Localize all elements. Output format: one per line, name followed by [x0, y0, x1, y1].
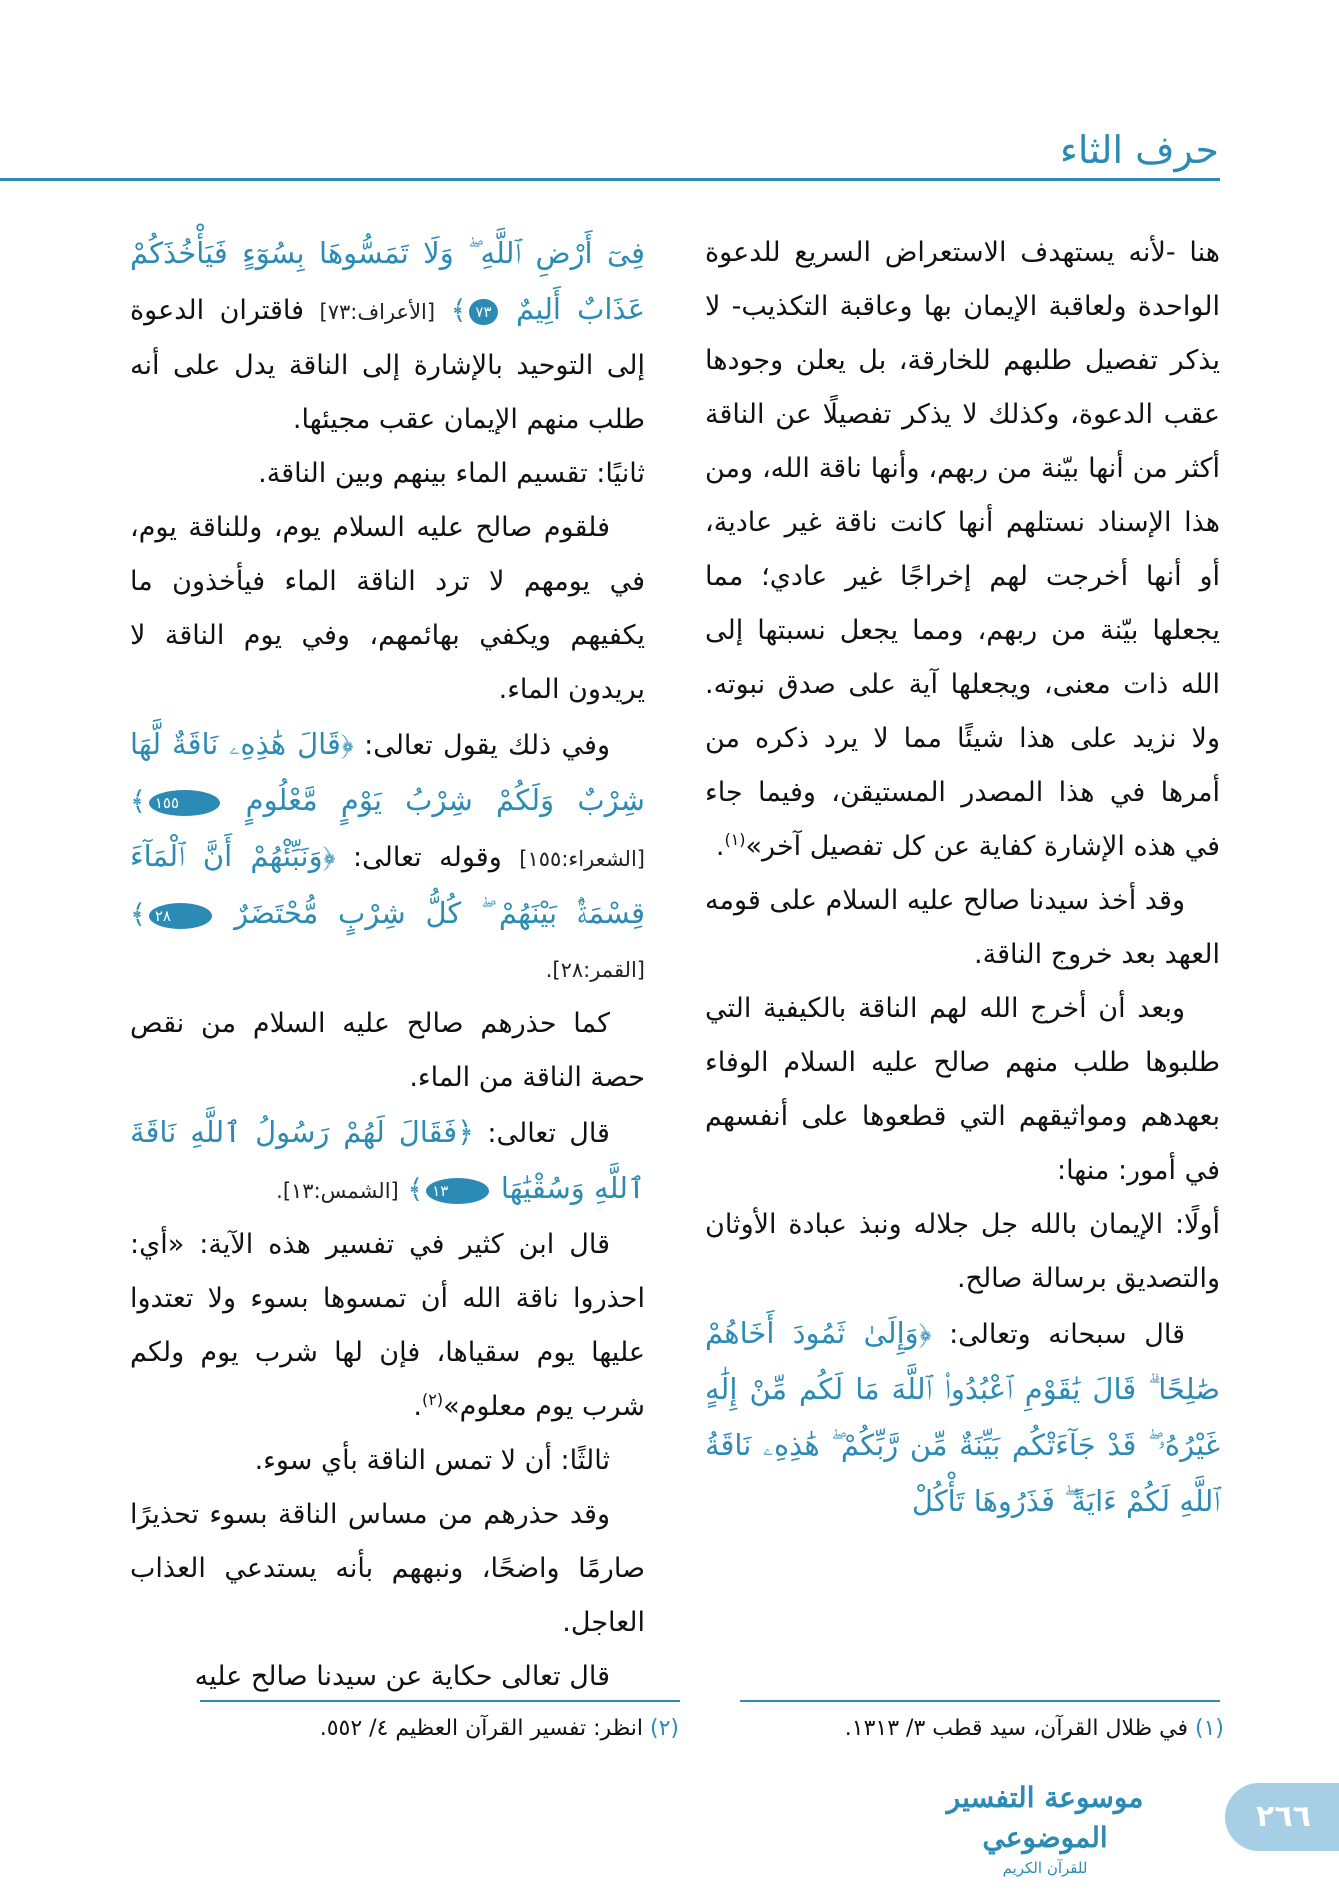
verse-number-badge: ١٣	[426, 1178, 489, 1204]
footnote-ref-1[interactable]: (١)	[724, 830, 746, 849]
paragraph: فِىٓ أَرْضِ ٱللَّهِ ۖ وَلَا تَمَسُّوهَا بِسُوٓءٍ فَيَأْخُذَكُمْ عَذَابٌ أَلِيمٌ ٧٣﴾ [الأعراف:٧٣] فاقتران الدعوة إلى التوحيد بالإشارة إلى الناقة يدل على أنه طلب منهم الإيمان عقب مجيئها.	[130, 236, 645, 435]
footnote-ref-2[interactable]: (٢)	[422, 1390, 444, 1409]
quran-verse: ﴿قَالَ هَٰذِهِۦ نَاقَةٌ لَّهَا شِرْبٌ وَلَكُمْ شِرْبُ يَوْمٍ مَّعْلُومٍ	[130, 727, 645, 817]
paragraph: ثانيًا: تقسيم الماء بينهم وبين الناقة.	[258, 458, 645, 489]
left-column	[130, 226, 645, 1704]
footnote-rule-right	[740, 1700, 1220, 1702]
paragraph: قال تعالى حكاية عن سيدنا صالح عليه	[194, 1661, 610, 1692]
paragraph: وبعد أن أخرج الله لهم الناقة بالكيفية التي طلبوها طلب منهم صالح عليه السلام الوفاء بعهدهم ومواثيقهم التي قطعوها على أنفسهم في أمور: منها:	[705, 993, 1220, 1186]
paragraph: هنا -لأنه يستهدف الاستعراض السريع للدعوة الواحدة ولعاقبة الإيمان بها وعاقبة التكذيب- لا يذكر تفصيل طلبهم للخارقة، بل يعلن وجودها عقب الدعوة، وكذلك لا يذكر تفصيلًا عن الناقة أكثر من أنها بيّنة من ربهم، وأنها ناقة الله، ومن هذا الإسناد نستلهم أنها كانت ناقة غير عادية، أو أنها أخرجت لهم إخراجًا غير عادي؛ مما يجعلها بيّنة من ربهم، ومما يجعل نسبتها إلى الله ذات معنى، ويجعلها آية على صدق نبوته. ولا نزيد على هذا شيئًا مما لا يرد ذكره من أمرها في هذا المصدر المستيقن، وفيما جاء في هذه الإشارة كفاية عن كل تفصيل آخر»$^{(١)}$.	[705, 237, 1220, 862]
footnote-number: (٢)	[649, 1716, 679, 1741]
page-number-badge: ٢٦٦	[1225, 1783, 1339, 1851]
right-column	[705, 226, 1220, 1530]
paragraph: أولًا: الإيمان بالله جل جلاله ونبذ عبادة الأوثان والتصديق برسالة صالح.	[705, 1209, 1220, 1294]
verse-reference: [القمر:٢٨].	[545, 958, 645, 982]
header-rule	[0, 178, 1220, 181]
footnote-text: انظر: تفسير القرآن العظيم ٤/ ٥٥٢.	[319, 1716, 643, 1741]
paragraph: فلقوم صالح عليه السلام يوم، وللناقة يوم، في يومهم لا ترد الناقة الماء فيأخذون ما يكفيهم ويكفي بهائمهم، وفي يوم الناقة لا يريدون الماء.	[130, 512, 645, 705]
quran-verse: ﴿وَنَبِّئْهُمْ أَنَّ ٱلْمَآءَ قِسْمَةٌۢ بَيْنَهُمْ ۖ كُلُّ شِرْبٍ مُّحْتَضَرٌ	[130, 839, 645, 930]
paragraph: وقد حذرهم من مساس الناقة بسوء تحذيرًا صارمًا واضحًا، ونبههم بأنه يستدعي العذاب العاجل.	[130, 1499, 645, 1638]
logo-title: موسوعة التفسير الموضوعي	[946, 1781, 1144, 1854]
paragraph: قال تعالى: ﴿فَقَالَ لَهُمْ رَسُولُ ٱللَّهِ نَاقَةَ ٱللَّهِ وَسُقْيَٰهَا ١٣﴾ [الشمس:١٣].	[130, 1115, 645, 1205]
verse-reference: [الشعراء:١٥٥]	[519, 847, 645, 871]
footnote-text: في ظلال القرآن، سيد قطب ٣/ ١٣١٣.	[844, 1716, 1188, 1741]
paragraph: كما حذرهم صالح عليه السلام من نقص حصة الناقة من الماء.	[130, 1008, 645, 1093]
quran-verse: ﴿وَإِلَىٰ ثَمُودَ أَخَاهُمْ صَٰلِحًا ۗ قَالَ يَٰقَوْمِ ٱعْبُدُوا۟ ٱللَّهَ مَا لَكُم مِّنْ إِلَٰهٍ غَيْرُهُۥ ۖ قَدْ جَآءَتْكُم بَيِّنَةٌ مِّن رَّبِّكُمْ ۖ هَٰذِهِۦ نَاقَةُ ٱللَّهِ لَكُمْ ءَايَةً ۖ فَذَرُوهَا تَأْكُلْ	[705, 1316, 1220, 1518]
footnote-1	[744, 1712, 1224, 1746]
paragraph: وفي ذلك يقول تعالى: ﴿قَالَ هَٰذِهِۦ نَاقَةٌ لَّهَا شِرْبٌ وَلَكُمْ شِرْبُ يَوْمٍ مَّعْلُومٍ ١٥٥﴾ [الشعراء:١٥٥] وقوله تعالى: ﴿وَنَبِّئْهُمْ أَنَّ ٱلْمَآءَ قِسْمَةٌۢ بَيْنَهُمْ ۖ كُلُّ شِرْبٍ مُّحْتَضَرٌ ٢٨﴾ [القمر:٢٨].	[130, 727, 645, 982]
verse-number-badge: ١٥٥	[149, 790, 220, 816]
verse-number-badge: ٧٣	[469, 299, 497, 325]
paragraph: قال سبحانه وتعالى: ﴿وَإِلَىٰ ثَمُودَ أَخَاهُمْ صَٰلِحًا ۗ قَالَ يَٰقَوْمِ ٱعْبُدُوا۟ ٱللَّهَ مَا لَكُم مِّنْ إِلَٰهٍ غَيْرُهُۥ ۖ قَدْ جَآءَتْكُم بَيِّنَةٌ مِّن رَّبِّكُمْ ۖ هَٰذِهِۦ نَاقَةُ ٱللَّهِ لَكُمْ ءَايَةً ۖ فَذَرُوهَا تَأْكُلْ	[705, 1316, 1220, 1518]
logo-subtitle: للقرآن الكريم	[1002, 1859, 1088, 1877]
verse-reference: [الشمس:١٣].	[276, 1179, 399, 1203]
verse-reference: [الأعراف:٧٣]	[319, 300, 436, 324]
page-header-title: حرف الثاء	[1060, 128, 1219, 172]
verse-number-badge: ٢٨	[149, 903, 212, 929]
paragraph: قال ابن كثير في تفسير هذه الآية: «أي: احذروا ناقة الله أن تمسوها بسوء ولا تعتدوا عليها يوم سقياها، فإن لها شرب يوم ولكم شرب يوم معلوم»$^{(٢)}$.	[130, 1229, 645, 1422]
quran-verse: فِىٓ أَرْضِ ٱللَّهِ ۖ وَلَا تَمَسُّوهَا بِسُوٓءٍ فَيَأْخُذَكُمْ عَذَابٌ أَلِيمٌ	[130, 236, 645, 326]
footnote-2	[199, 1712, 679, 1746]
paragraph: وقد أخذ سيدنا صالح عليه السلام على قومه العهد بعد خروج الناقة.	[705, 885, 1220, 970]
paragraph: ثالثًا: أن لا تمس الناقة بأي سوء.	[254, 1445, 610, 1476]
footnote-number: (١)	[1194, 1716, 1224, 1741]
encyclopedia-logo	[900, 1778, 1190, 1878]
footnote-rule-left	[200, 1700, 680, 1702]
quran-verse: ﴿فَقَالَ لَهُمْ رَسُولُ ٱللَّهِ نَاقَةَ ٱللَّهِ وَسُقْيَٰهَا	[130, 1115, 645, 1205]
